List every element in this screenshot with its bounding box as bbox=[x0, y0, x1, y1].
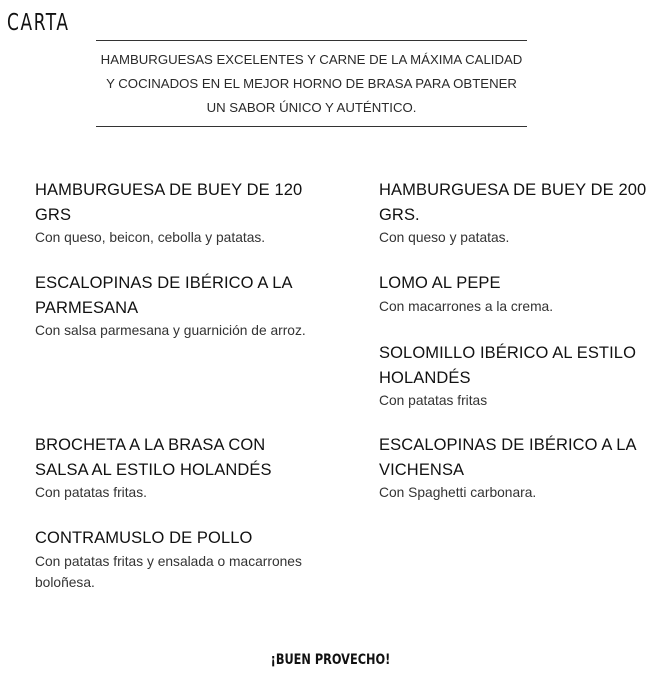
page-title: CARTA bbox=[7, 10, 70, 36]
menu-item-description: Con salsa parmesana y guarnición de arroz. bbox=[35, 323, 306, 338]
menu-item bbox=[35, 178, 315, 248]
menu-item-name: HAMBURGUESA DE BUEY DE 120 GRS bbox=[35, 181, 303, 224]
menu-item-description: Con queso, beicon, cebolla y patatas. bbox=[35, 230, 266, 245]
menu-item-name: ESCALOPINAS DE IBÉRICO A LA VICHENSA bbox=[379, 436, 636, 479]
menu-item bbox=[35, 271, 315, 341]
menu-item bbox=[379, 341, 649, 411]
menu-item-name: BROCHETA A LA BRASA CON SALSA AL ESTILO HOLANDÉS bbox=[35, 436, 272, 479]
menu-item-name: SOLOMILLO IBÉRICO AL ESTILO HOLANDÉS bbox=[379, 344, 637, 387]
bottom-divider bbox=[96, 126, 527, 127]
menu-item-name: CONTRAMUSLO DE POLLO bbox=[35, 529, 253, 547]
menu-item bbox=[35, 433, 315, 503]
menu-item-description: Con patatas fritas y ensalada o macarrones boloñesa. bbox=[35, 553, 302, 590]
menu-item bbox=[379, 178, 649, 248]
menu-item-description: Con Spaghetti carbonara. bbox=[379, 485, 537, 500]
menu-item bbox=[379, 433, 649, 503]
menu-item bbox=[379, 271, 649, 317]
menu-item-name: ESCALOPINAS DE IBÉRICO A LA PARMESANA bbox=[35, 274, 292, 317]
menu-item-description: Con queso y patatas. bbox=[379, 230, 510, 245]
intro-text: HAMBURGUESAS EXCELENTES Y CARNE DE LA MÁXIMA CALIDAD Y COCINADOS EN EL MEJOR HORNO DE BRASA PARA OBTENER UN SABOR ÚNICO Y AUTÉNTICO. bbox=[100, 52, 523, 115]
menu-item bbox=[35, 526, 315, 593]
menu-item-name: HAMBURGUESA DE BUEY DE 200 GRS. bbox=[379, 181, 647, 224]
menu-item-description: Con macarrones a la crema. bbox=[379, 298, 554, 314]
closing-message: ¡BUEN PROVECHO! bbox=[270, 652, 391, 668]
top-divider bbox=[96, 40, 527, 41]
menu-item-description: Con patatas fritas. bbox=[35, 485, 147, 500]
menu-item-name: LOMO AL PEPE bbox=[379, 274, 501, 292]
menu-item-description: Con patatas fritas bbox=[379, 393, 488, 408]
